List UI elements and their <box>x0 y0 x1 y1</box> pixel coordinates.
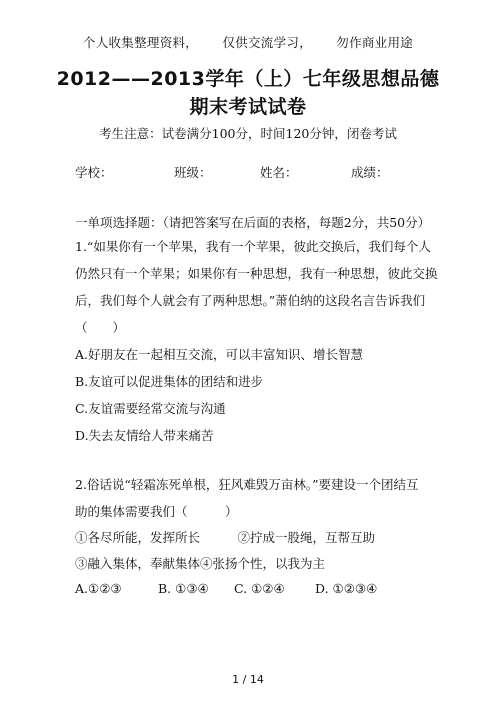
q1-line-4: （ ） <box>75 320 126 335</box>
q1-line-1: 1.“如果你有一个苹果，我有一个苹果，彼此交换后，我们每个人 <box>75 239 431 254</box>
q2-option-b: B. ①③④ <box>158 581 209 596</box>
q1-option-b: B.友谊可以促进集体的团结和进步 <box>75 374 264 389</box>
title-line-1: 2012——2013学年（上）七年级思想品德 <box>56 68 440 90</box>
q2-line-1: 2.俗话说“轻霜冻死单根，狂风难毁万亩林。”要建设一个团结互 <box>75 477 419 492</box>
header-note-1: 个人收集整理资料， <box>82 35 199 50</box>
q2-option-d: D. ①②③④ <box>315 581 378 596</box>
q1-line-2: 仍然只有一个苹果；如果你有一种思想，我有一种思想，彼此交换 <box>75 266 438 281</box>
school-label: 学校： <box>75 165 113 180</box>
q1-option-d: D.失去友情给人带来痛苦 <box>75 428 214 443</box>
exam-notice: 考生注意：试卷满分100分，时间120分钟，闭卷考试 <box>99 126 397 141</box>
q2-item-line-1: ①各尽所能，发挥所长 ②拧成一股绳，互帮互助 <box>75 530 376 545</box>
q2-item-line-2: ③融入集体，奉献集体④张扬个性，以我为主 <box>75 556 326 571</box>
page-number: 1 / 14 <box>232 673 264 686</box>
q2-line-2: 助的集体需要我们（ ） <box>75 504 238 519</box>
section-heading: 一单项选择题：（请把答案写在后面的表格，每题2分，共50分） <box>75 215 431 230</box>
header-note <box>0 33 496 51</box>
q1-option-a: A.好朋友在一起相互交流，可以丰富知识、增长智慧 <box>75 347 364 362</box>
q2-option-a: A.①②③ <box>75 581 122 596</box>
score-label: 成绩： <box>351 165 389 180</box>
class-label: 班级： <box>174 165 212 180</box>
q1-option-c: C.友谊需要经常交流与沟通 <box>75 401 226 416</box>
q2-option-c: C. ①②④ <box>234 581 285 596</box>
name-label: 姓名： <box>260 165 298 180</box>
header-note-3: 勿作商业用途 <box>336 35 414 50</box>
header-note-2: 仅供交流学习， <box>222 35 312 50</box>
q1-line-3: 后，我们每个人就会有了两种思想。”萧伯纳的这段名言告诉我们 <box>75 293 426 308</box>
title-line-2: 期末考试试卷 <box>189 96 307 118</box>
